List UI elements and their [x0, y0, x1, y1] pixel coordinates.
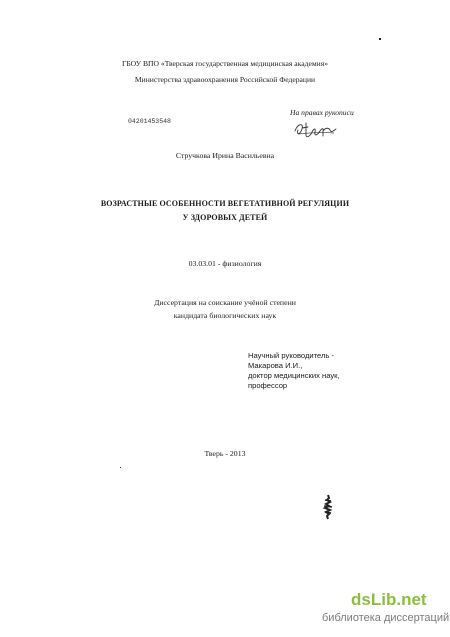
- scan-speck: [379, 38, 381, 40]
- supervisor-title: профессор: [248, 381, 288, 390]
- author-name: Стручкова Ирина Васильевна: [175, 151, 275, 160]
- signature-image: [292, 119, 338, 141]
- site-caption: библиотека диссертаций: [322, 612, 450, 624]
- degree-line1: Диссертация на соискание учёной степени: [154, 298, 296, 307]
- thesis-title-line2: У ЗДОРОВЫХ ДЕТЕЙ: [182, 213, 268, 222]
- supervisor-degree: доктор медицинских наук,: [248, 371, 340, 380]
- specialty-code: 03.03.01 - физиология: [188, 259, 262, 268]
- ink-mark-image: [320, 494, 336, 520]
- catalog-number: 04201453548: [128, 118, 171, 125]
- logo-tld-text: .net: [396, 590, 427, 609]
- place-and-year: Тверь - 2013: [204, 449, 246, 458]
- institution-line: ГБОУ ВПО «Тверская государственная медицинская академия»: [121, 59, 329, 68]
- scan-speck: [120, 467, 121, 468]
- supervisor-label: Научный руководитель -: [248, 351, 335, 360]
- degree-line2: кандидата биологических наук: [173, 311, 277, 320]
- thesis-title-line1: ВОЗРАСТНЫЕ ОСОБЕННОСТИ ВЕГЕТАТИВНОЙ РЕГУЛЯЦИИ: [100, 199, 350, 208]
- ministry-line: Министерства здравоохранения Российской Федерации: [134, 75, 316, 84]
- logo-main-text: dsLib: [351, 590, 397, 609]
- manuscript-rights-label: На правах рукописи: [290, 108, 354, 117]
- supervisor-name: Макарова И.И.,: [248, 361, 303, 370]
- site-logo: [351, 590, 427, 610]
